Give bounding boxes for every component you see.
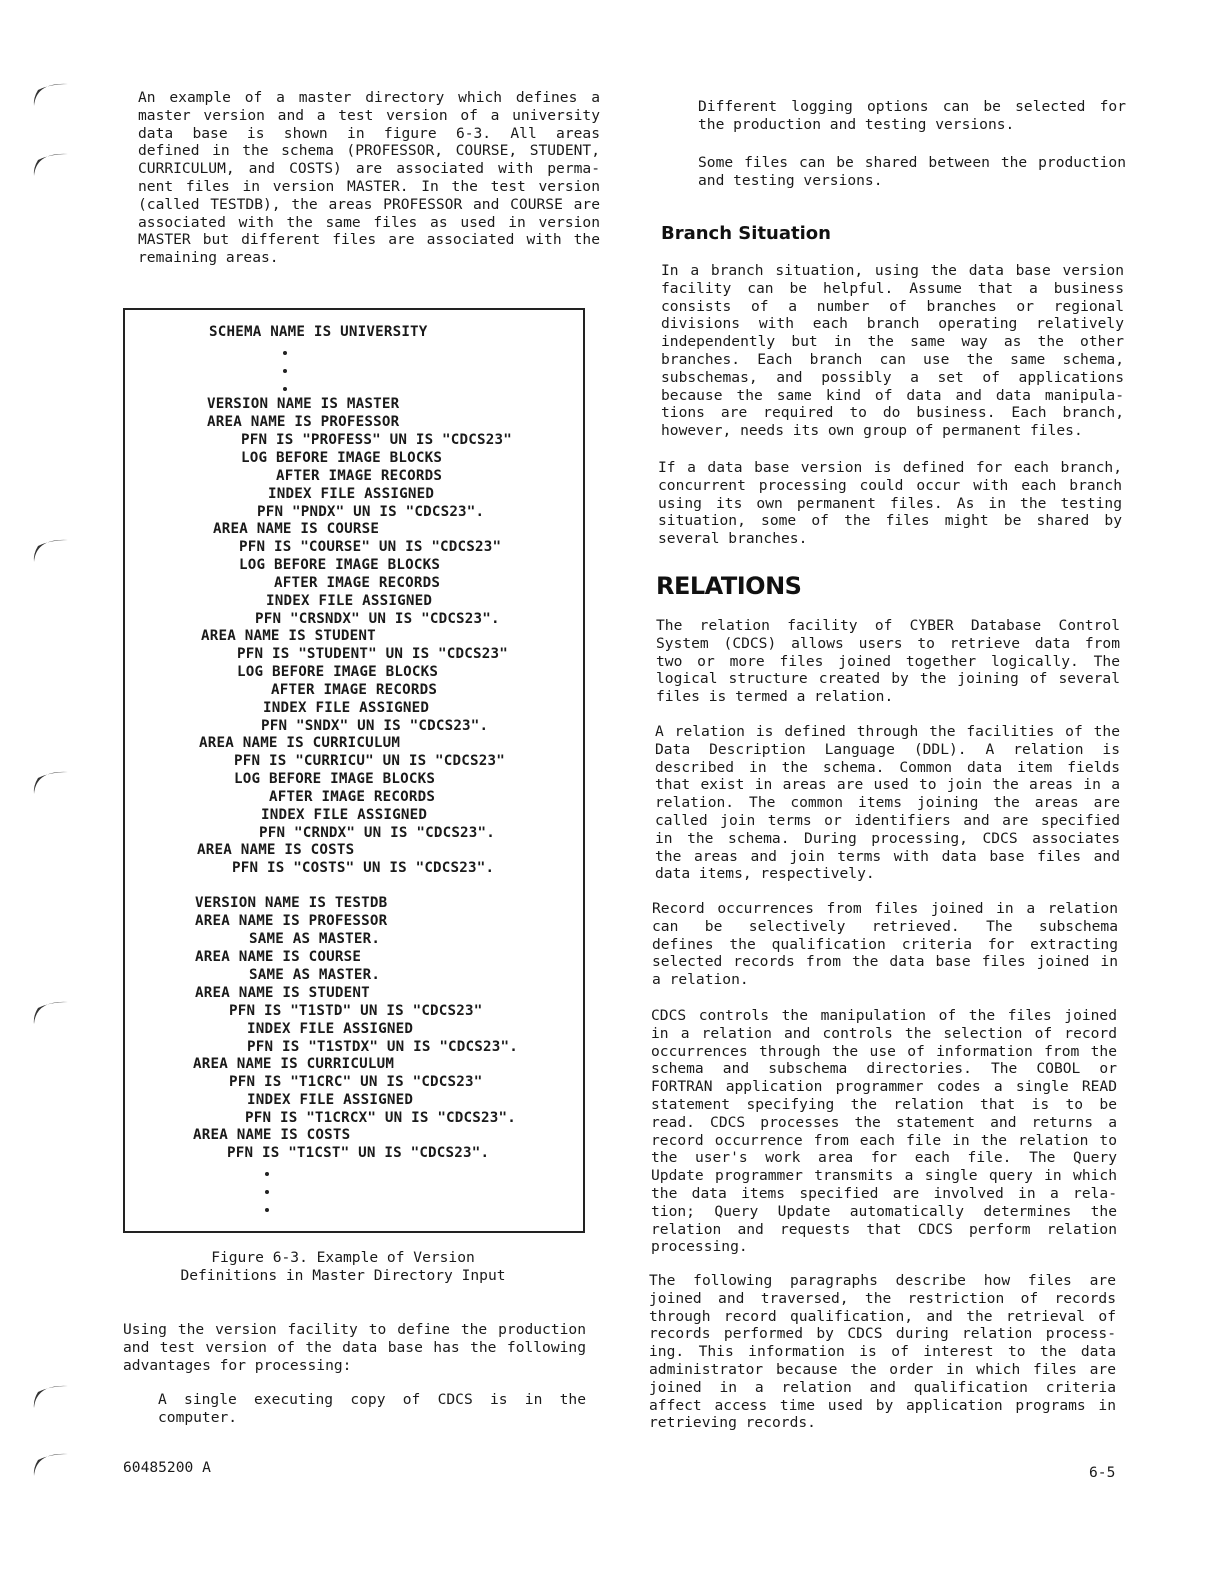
branch-situation-heading: Branch Situation bbox=[661, 223, 831, 244]
code-line: INDEX FILE ASSIGNED bbox=[261, 807, 428, 823]
code-line: AREA NAME IS COURSE bbox=[213, 521, 380, 537]
branch-paragraph-2: If a data base version is defined for each branch, concurrent processing could occur with each branch using its own permanent files. As in the testing situation, some of the files might be shared by several branches. bbox=[658, 459, 1122, 548]
punch-hole-mark bbox=[28, 532, 72, 576]
code-line: INDEX FILE ASSIGNED bbox=[263, 700, 430, 716]
logging-options-paragraph: Different logging options can be selected for the production and testing versions. bbox=[698, 98, 1126, 133]
relations-paragraph-5: The following paragraphs describe how files are joined and traversed, the restriction of records through record qualification, and the retrieval of records performed by CDCS during relation process- ing. This information is of interest to the data administrator because the order in which files are joined in a relation and qualification criteria affect access time used by application programs in retrieving records. bbox=[649, 1272, 1116, 1432]
code-line: AREA NAME IS COSTS bbox=[197, 842, 355, 858]
code-line: AFTER IMAGE RECORDS bbox=[269, 789, 436, 805]
ellipsis-dot bbox=[283, 387, 287, 391]
figure-6-3-box bbox=[123, 308, 585, 1233]
relations-paragraph-1: The relation facility of CYBER Database Control System (CDCS) allows users to retrieve data from two or more files joined together logically. The logical structure created by the joining of several files is termed a relation. bbox=[656, 617, 1120, 706]
code-line: AREA NAME IS STUDENT bbox=[201, 628, 376, 644]
code-line: PFN IS "T1CRC" UN IS "CDCS23" bbox=[229, 1074, 483, 1090]
code-line: PFN IS "T1CRCX" UN IS "CDCS23". bbox=[245, 1110, 516, 1126]
ellipsis-dot bbox=[265, 1208, 269, 1212]
code-line: PFN IS "T1STD" UN IS "CDCS23" bbox=[229, 1003, 483, 1019]
code-line: INDEX FILE ASSIGNED bbox=[266, 593, 433, 609]
code-line: SCHEMA NAME IS UNIVERSITY bbox=[209, 324, 428, 340]
punch-hole-mark bbox=[28, 76, 72, 120]
advantages-paragraph: Using the version facility to define the production and test version of the data base has the following advantages for processing: bbox=[123, 1321, 586, 1374]
code-line: PFN "SNDX" UN IS "CDCS23". bbox=[261, 718, 489, 734]
code-line: INDEX FILE ASSIGNED bbox=[247, 1092, 414, 1108]
code-line: AFTER IMAGE RECORDS bbox=[276, 468, 443, 484]
code-line: PFN IS "T1CST" UN IS "CDCS23". bbox=[227, 1145, 490, 1161]
shared-files-paragraph: Some files can be shared between the production and testing versions. bbox=[698, 154, 1126, 189]
code-line: AREA NAME IS CURRICULUM bbox=[193, 1056, 395, 1072]
code-line: AREA NAME IS STUDENT bbox=[195, 985, 370, 1001]
code-line: PFN IS "PROFESS" UN IS "CDCS23" bbox=[241, 432, 512, 448]
code-line: PFN "PNDX" UN IS "CDCS23". bbox=[257, 504, 485, 520]
figure-caption: Figure 6-3. Example of Version Definitions in Master Directory Input bbox=[180, 1249, 506, 1284]
code-line: LOG BEFORE IMAGE BLOCKS bbox=[241, 450, 443, 466]
code-line: AREA NAME IS PROFESSOR bbox=[195, 913, 388, 929]
code-line: AREA NAME IS COURSE bbox=[195, 949, 362, 965]
code-line: LOG BEFORE IMAGE BLOCKS bbox=[239, 557, 441, 573]
punch-hole-mark bbox=[28, 1446, 72, 1490]
code-line: SAME AS MASTER. bbox=[249, 931, 381, 947]
code-line: INDEX FILE ASSIGNED bbox=[268, 486, 435, 502]
code-line: AFTER IMAGE RECORDS bbox=[274, 575, 441, 591]
branch-paragraph-1: In a branch situation, using the data base version facility can be helpful. Assume that a business consists of a number of branches or regional divisions with each branch operating relatively independently but in the same way as the other branches. Each branch can use the same schema, subschemas, and possibly a set of applications because the same kind of data and data manipula- tions are required to do business. Each branch, however, needs its own group of permanent files. bbox=[661, 262, 1124, 440]
code-line: PFN IS "STUDENT" UN IS "CDCS23" bbox=[237, 646, 508, 662]
code-line: AREA NAME IS COSTS bbox=[193, 1127, 351, 1143]
code-line: AREA NAME IS PROFESSOR bbox=[207, 414, 400, 430]
relations-paragraph-4: CDCS controls the manipulation of the files joined in a relation and controls the selection of record occurrences through the use of information from the schema and subschema directories. The COBOL or FORTRAN application programmer codes a single READ statement specifying the relation that is to be read. CDCS processes the statement and returns a record occurrence from each file in the relation to the user's work area for each file. The Query Update programmer transmits a single query in which the data items specified are involved in a rela- tion; Query Update automatically determines the relation and requests that CDCS perform relation processing. bbox=[651, 1007, 1117, 1256]
code-line: LOG BEFORE IMAGE BLOCKS bbox=[234, 771, 436, 787]
bullet-single-copy: A single executing copy of CDCS is in the computer. bbox=[158, 1391, 586, 1426]
relations-paragraph-2: A relation is defined through the facilities of the Data Description Language (DDL). A relation is described in the schema. Common data item fields that exist in areas are used to join the areas in a relation. The common items joining the areas are called join terms or identifiers and are specified in the schema. During processing, CDCS associates the areas and join terms with data base files and data items, respectively. bbox=[655, 723, 1120, 883]
ellipsis-dot bbox=[283, 369, 287, 373]
code-line: PFN IS "T1STDX" UN IS "CDCS23". bbox=[247, 1039, 518, 1055]
code-line: VERSION NAME IS MASTER bbox=[207, 396, 400, 412]
code-line: LOG BEFORE IMAGE BLOCKS bbox=[237, 664, 439, 680]
code-line: PFN "CRSNDX" UN IS "CDCS23". bbox=[255, 611, 500, 627]
code-line: INDEX FILE ASSIGNED bbox=[247, 1021, 414, 1037]
code-line: AFTER IMAGE RECORDS bbox=[271, 682, 438, 698]
intro-paragraph: An example of a master directory which defines a master version and a test version of a university data base is shown in figure 6-3. All areas defined in the schema (PROFESSOR, COURSE, STUDENT, CURRICULUM, and COSTS) are associated with perma- nent files in version MASTER. In the test version (called TESTDB), the areas PROFESSOR and COURSE are associated with the same files as used in version MASTER but different files are associated with the remaining areas. bbox=[138, 89, 600, 267]
code-line: VERSION NAME IS TESTDB bbox=[195, 895, 388, 911]
code-line: SAME AS MASTER. bbox=[249, 967, 381, 983]
ellipsis-dot bbox=[283, 351, 287, 355]
document-number: 60485200 A bbox=[123, 1459, 211, 1476]
code-line: AREA NAME IS CURRICULUM bbox=[199, 735, 401, 751]
page-number: 6-5 bbox=[1089, 1464, 1116, 1481]
relations-paragraph-3: Record occurrences from files joined in a relation can be selectively retrieved. The subschema defines the qualification criteria for extracting selected records from the data base files joined in a relation. bbox=[652, 900, 1118, 989]
code-line: PFN IS "CURRICU" UN IS "CDCS23" bbox=[234, 753, 505, 769]
punch-hole-mark bbox=[28, 146, 72, 190]
code-line: PFN "CRNDX" UN IS "CDCS23". bbox=[259, 825, 496, 841]
code-line: PFN IS "COSTS" UN IS "CDCS23". bbox=[232, 860, 495, 876]
punch-hole-mark bbox=[28, 994, 72, 1038]
ellipsis-dot bbox=[265, 1172, 269, 1176]
relations-heading: RELATIONS bbox=[656, 572, 802, 600]
punch-hole-mark bbox=[28, 1378, 72, 1422]
ellipsis-dot bbox=[265, 1190, 269, 1194]
punch-hole-mark bbox=[28, 764, 72, 808]
code-line: PFN IS "COURSE" UN IS "CDCS23" bbox=[239, 539, 502, 555]
